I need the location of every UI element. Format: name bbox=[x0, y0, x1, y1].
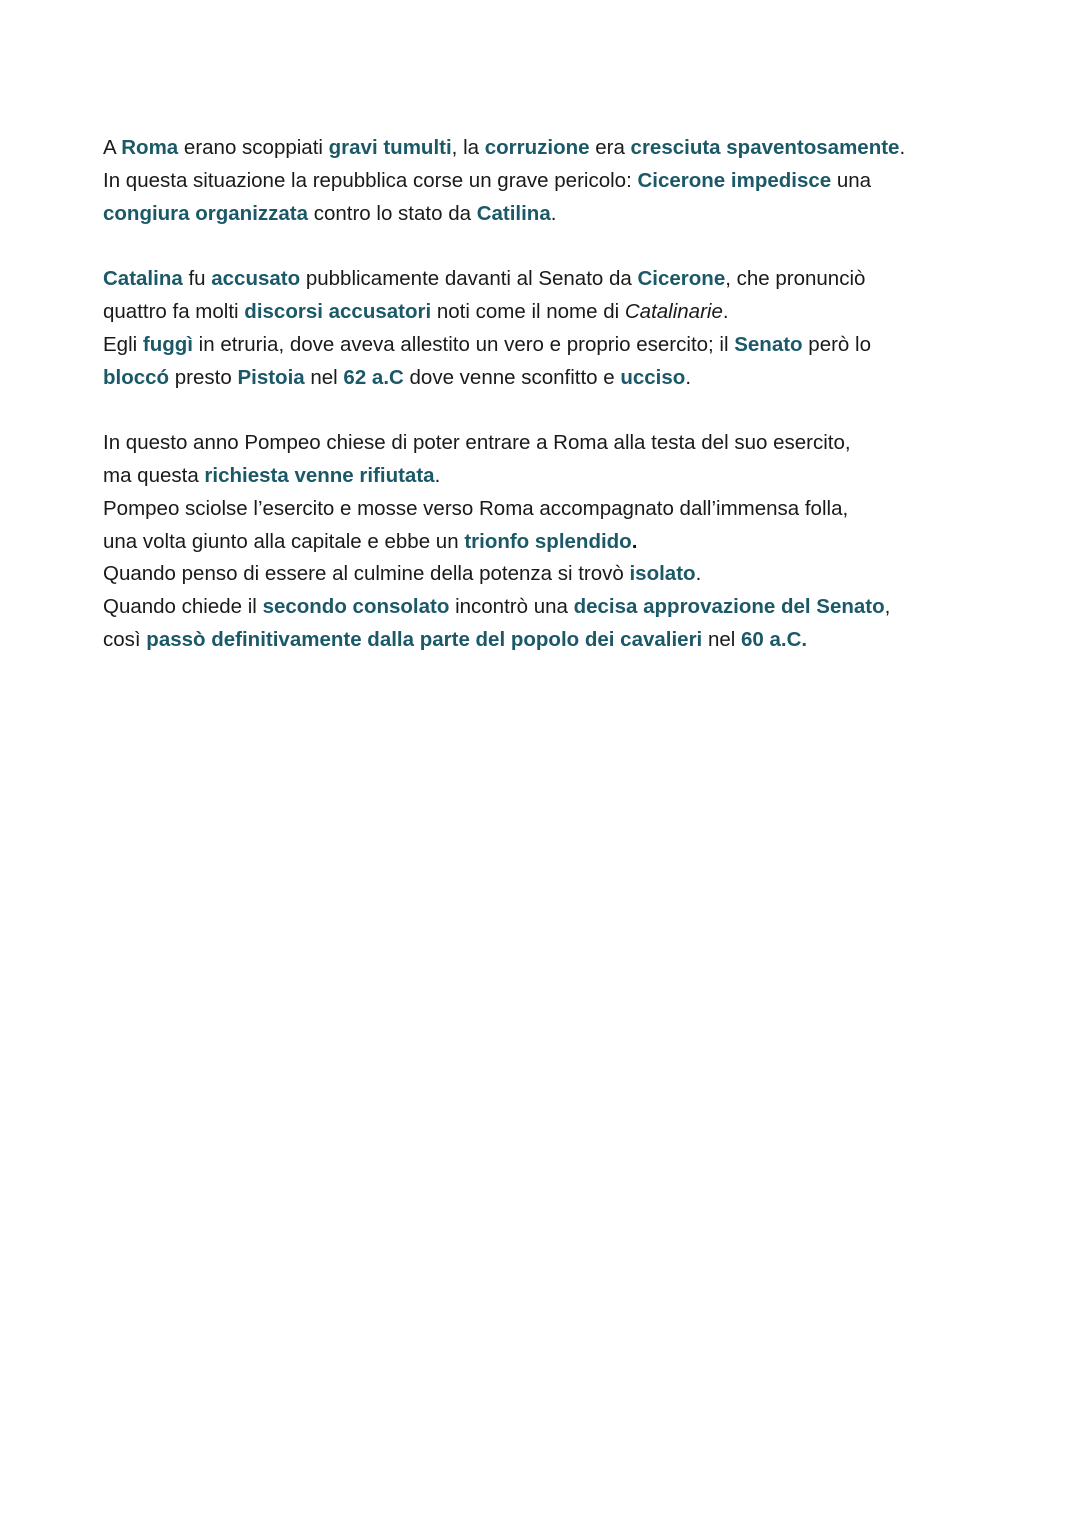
text-segment: contro lo stato da bbox=[308, 201, 477, 225]
text-segment: Egli bbox=[103, 332, 143, 356]
text-segment: noti come il nome di bbox=[431, 299, 625, 323]
paragraph bbox=[103, 132, 1003, 230]
text-line bbox=[103, 165, 1003, 198]
text-segment: ma questa bbox=[103, 463, 205, 487]
text-segment: , la bbox=[451, 136, 485, 159]
highlighted-term: Catilina bbox=[476, 201, 551, 225]
highlighted-term: fuggì bbox=[142, 332, 193, 356]
text-segment: . bbox=[899, 136, 906, 159]
text-segment: . bbox=[550, 201, 557, 225]
highlighted-term: ucciso bbox=[620, 365, 686, 389]
text-segment: nel bbox=[304, 365, 344, 389]
text-segment: però lo bbox=[802, 332, 871, 356]
text-segment: in etruria, dove aveva allestito un vero e proprio esercito; il bbox=[192, 332, 735, 356]
paragraph bbox=[103, 427, 1003, 657]
text-line bbox=[103, 558, 1003, 591]
text-segment: incontrò una bbox=[449, 595, 574, 619]
text-line bbox=[103, 362, 1003, 395]
text-segment: una volta giunto alla capitale e ebbe un bbox=[103, 529, 465, 553]
text-segment: Quando penso di essere al culmine della potenza si trovò bbox=[103, 562, 630, 586]
highlighted-term: Cicerone bbox=[637, 267, 726, 291]
text-segment: pubblicamente davanti al Senato da bbox=[300, 267, 638, 291]
paragraph-spacer bbox=[103, 394, 1003, 427]
highlighted-term: Senato bbox=[734, 332, 803, 356]
highlighted-term: 62 a.C bbox=[343, 365, 404, 389]
highlighted-term: Roma bbox=[121, 136, 179, 159]
text-segment: quattro fa molti bbox=[103, 299, 245, 323]
highlighted-term: isolato bbox=[629, 562, 696, 586]
text-line bbox=[103, 624, 1003, 657]
text-segment: nel bbox=[702, 627, 741, 651]
highlighted-term: gravi tumulti bbox=[328, 136, 452, 159]
text-segment: . bbox=[722, 299, 729, 323]
highlighted-term: passò definitivamente dalla parte del popolo dei cavalieri bbox=[146, 627, 703, 651]
paragraph-spacer bbox=[103, 230, 1003, 263]
text-segment: era bbox=[589, 136, 631, 159]
highlighted-term: Catalina bbox=[103, 267, 183, 291]
text-line bbox=[103, 427, 1003, 460]
document-body bbox=[103, 132, 1003, 657]
paragraph bbox=[103, 263, 1003, 394]
text-line bbox=[103, 526, 1003, 559]
text-segment: erano scoppiati bbox=[178, 136, 329, 159]
text-segment: una bbox=[831, 168, 872, 192]
text-line bbox=[103, 198, 1003, 231]
text-segment: , che pronunciò bbox=[725, 267, 866, 291]
text-segment: , bbox=[884, 595, 891, 619]
highlighted-term: 60 a.C. bbox=[741, 627, 808, 651]
text-segment: fu bbox=[182, 267, 212, 291]
highlighted-term: decisa approvazione del Senato bbox=[573, 595, 885, 619]
text-segment: presto bbox=[169, 365, 238, 389]
text-line bbox=[103, 263, 1003, 296]
text-segment: Quando chiede il bbox=[103, 595, 263, 619]
text-segment: In questa situazione la repubblica corse un grave pericolo: bbox=[103, 168, 638, 192]
text-line bbox=[103, 296, 1003, 329]
highlighted-term: bloccó bbox=[103, 365, 170, 389]
highlighted-term: congiura organizzata bbox=[103, 201, 309, 225]
text-segment: . bbox=[434, 463, 441, 487]
text-line bbox=[103, 329, 1003, 362]
text-segment: Pompeo sciolse l’esercito e mosse verso Roma accompagnato dall’immensa folla, bbox=[103, 496, 849, 520]
highlighted-term: trionfo splendido bbox=[464, 529, 632, 553]
highlighted-term: accusato bbox=[211, 267, 301, 291]
text-segment: dove venne sconfitto e bbox=[403, 365, 621, 389]
highlighted-term: Cicerone impedisce bbox=[637, 168, 832, 192]
text-segment: . bbox=[631, 529, 638, 553]
text-segment: . bbox=[695, 562, 702, 586]
text-line bbox=[103, 460, 1003, 493]
highlighted-term: Pistoia bbox=[237, 365, 305, 389]
italic-term: Catalinarie bbox=[624, 299, 723, 323]
highlighted-term: secondo consolato bbox=[262, 595, 450, 619]
highlighted-term: cresciuta spaventosamente bbox=[630, 136, 900, 159]
text-segment: . bbox=[685, 365, 692, 389]
text-segment: A bbox=[103, 136, 122, 159]
highlighted-term: discorsi accusatori bbox=[244, 299, 432, 323]
highlighted-term: richiesta venne rifiutata bbox=[204, 463, 435, 487]
highlighted-term: corruzione bbox=[484, 136, 590, 159]
text-segment: così bbox=[103, 627, 147, 651]
text-line bbox=[103, 132, 1003, 165]
text-segment: In questo anno Pompeo chiese di poter entrare a Roma alla testa del suo esercito, bbox=[103, 431, 851, 455]
text-line bbox=[103, 591, 1003, 624]
text-line bbox=[103, 493, 1003, 526]
